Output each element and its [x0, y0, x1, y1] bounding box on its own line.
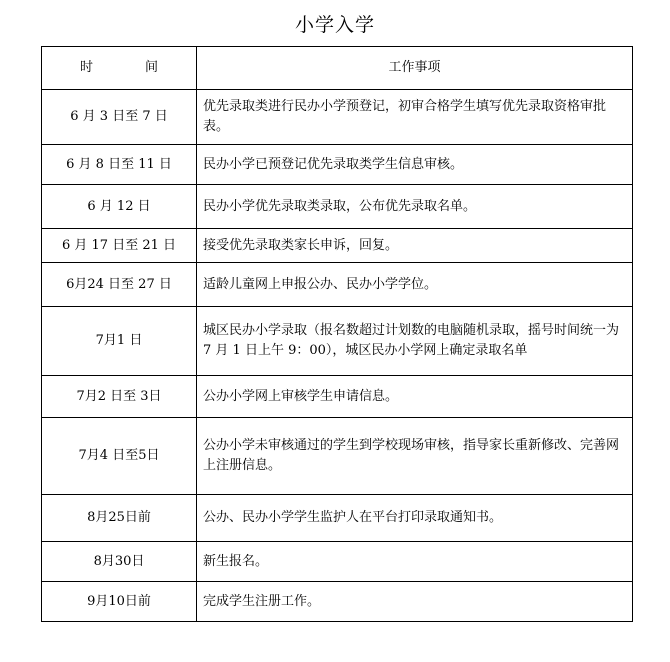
header-item: 工作事项: [197, 47, 633, 90]
header-time-char-1: 时: [79, 60, 93, 75]
header-time-char-2: 间: [145, 60, 159, 75]
page-title: 小学入学: [294, 14, 375, 36]
header-time: [42, 47, 197, 90]
table-row: [42, 582, 633, 622]
row-time: 8月25日前: [42, 495, 197, 542]
table-row: [42, 229, 633, 263]
row-item: 接受优先录取类家长申诉，回复。: [197, 229, 633, 263]
row-time: 7月4 日至5日: [42, 418, 197, 495]
row-time: 9月10日前: [42, 582, 197, 622]
table-row: [42, 376, 633, 418]
row-item: 城区民办小学录取（报名数超过计划数的电脑随机录取，摇号时间统一为 7 月 1 日上午 9：00），城区民办小学网上确定录取名单: [197, 307, 633, 376]
row-item: 公办小学网上审核学生申请信息。: [197, 376, 633, 418]
table-header-row: [42, 47, 633, 90]
row-item: 公办小学未审核通过的学生到学校现场审核，指导家长重新修改、完善网上注册信息。: [197, 418, 633, 495]
table-row: [42, 185, 633, 229]
table-row: [42, 307, 633, 376]
row-item: 优先录取类进行民办小学预登记，初审合格学生填写优先录取资格审批表。: [197, 90, 633, 145]
row-time: 6月24 日至 27 日: [42, 263, 197, 307]
row-time: 6 月 3 日至 7 日: [42, 90, 197, 145]
row-time: 6 月 8 日至 11 日: [42, 145, 197, 185]
table-row: [42, 542, 633, 582]
row-time: 7月2 日至 3日: [42, 376, 197, 418]
row-item: 民办小学已预登记优先录取类学生信息审核。: [197, 145, 633, 185]
schedule-table: [41, 46, 633, 622]
row-item: 适龄儿童网上申报公办、民办小学学位。: [197, 263, 633, 307]
table-row: [42, 418, 633, 495]
row-item: 新生报名。: [197, 542, 633, 582]
row-item: 公办、民办小学学生监护人在平台打印录取通知书。: [197, 495, 633, 542]
row-item: 民办小学优先录取类录取，公布优先录取名单。: [197, 185, 633, 229]
row-time: 6 月 17 日至 21 日: [42, 229, 197, 263]
table-row: [42, 263, 633, 307]
row-item: 完成学生注册工作。: [197, 582, 633, 622]
row-time: 6 月 12 日: [42, 185, 197, 229]
row-time: 7月1 日: [42, 307, 197, 376]
table-row: [42, 495, 633, 542]
row-time: 8月30日: [42, 542, 197, 582]
table-row: [42, 90, 633, 145]
table-row: [42, 145, 633, 185]
